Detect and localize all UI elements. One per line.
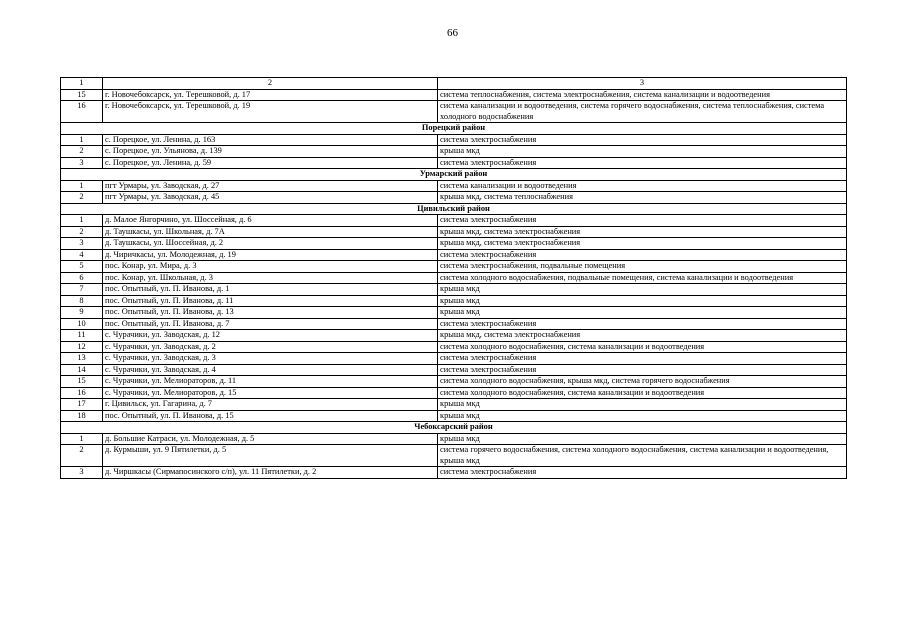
address-cell: г. Новочебоксарск, ул. Терешковой, д. 19 — [103, 101, 438, 123]
header-col-3: 3 — [438, 78, 847, 90]
systems-cell: система электроснабжения — [438, 364, 847, 376]
systems-cell: система холодного водоснабжения, система канализации и водоотведения — [438, 341, 847, 353]
table-row — [61, 307, 847, 319]
row-number: 1 — [61, 215, 103, 227]
row-number: 7 — [61, 284, 103, 296]
systems-cell: крыша мкд — [438, 146, 847, 158]
address-cell: с. Чурачики, ул. Заводская, д. 4 — [103, 364, 438, 376]
systems-cell: система холодного водоснабжения, крыша мкд, система горячего водоснабжения — [438, 376, 847, 388]
row-number: 2 — [61, 146, 103, 158]
table-row — [61, 330, 847, 342]
table-row — [61, 226, 847, 238]
table-row — [61, 192, 847, 204]
table-row — [61, 318, 847, 330]
table-row — [61, 89, 847, 101]
table-row — [61, 261, 847, 273]
table-row — [61, 410, 847, 422]
row-number: 3 — [61, 238, 103, 250]
table-row — [61, 134, 847, 146]
address-cell: д. Курмыши, ул. 9 Пятилетки, д. 5 — [103, 445, 438, 467]
systems-cell: крыша мкд — [438, 399, 847, 411]
table-row — [61, 180, 847, 192]
row-number: 2 — [61, 192, 103, 204]
address-cell: пгт Урмары, ул. Заводская, д. 45 — [103, 192, 438, 204]
address-cell: пгт Урмары, ул. Заводская, д. 27 — [103, 180, 438, 192]
systems-cell: крыша мкд, система электроснабжения — [438, 330, 847, 342]
row-number: 12 — [61, 341, 103, 353]
district-title: Цивильский район — [61, 203, 847, 215]
systems-cell: система холодного водоснабжения, подвальные помещения, система канализации и водоотведения — [438, 272, 847, 284]
address-cell: г. Новочебоксарск, ул. Терешковой, д. 17 — [103, 89, 438, 101]
systems-cell: система электроснабжения — [438, 318, 847, 330]
address-cell: с. Чурачики, ул. Мелиораторов, д. 11 — [103, 376, 438, 388]
systems-cell: система электроснабжения — [438, 215, 847, 227]
table-row — [61, 272, 847, 284]
address-cell: с. Порецкое, ул. Ленина, д. 59 — [103, 157, 438, 169]
systems-cell: система электроснабжения — [438, 249, 847, 261]
page-number: 66 — [447, 27, 458, 39]
address-cell: пос. Опытный, ул. П. Иванова, д. 15 — [103, 410, 438, 422]
row-number: 17 — [61, 399, 103, 411]
address-cell: с. Чурачики, ул. Заводская, д. 2 — [103, 341, 438, 353]
address-cell: пос. Опытный, ул. П. Иванова, д. 13 — [103, 307, 438, 319]
table-header-row — [61, 78, 847, 90]
row-number: 1 — [61, 433, 103, 445]
systems-cell: система электроснабжения, подвальные помещения — [438, 261, 847, 273]
address-cell: д. Большие Катраси, ул. Молодежная, д. 5 — [103, 433, 438, 445]
systems-cell: крыша мкд — [438, 284, 847, 296]
systems-cell: крыша мкд — [438, 433, 847, 445]
systems-cell: система электроснабжения — [438, 353, 847, 365]
row-number: 11 — [61, 330, 103, 342]
systems-cell: система электроснабжения — [438, 157, 847, 169]
table-row — [61, 238, 847, 250]
table-row — [61, 249, 847, 261]
address-cell: пос. Конар, ул. Школьная, д. 3 — [103, 272, 438, 284]
district-header-row — [61, 123, 847, 135]
address-cell: с. Чурачики, ул. Заводская, д. 3 — [103, 353, 438, 365]
district-header-row — [61, 169, 847, 181]
systems-cell: система теплоснабжения, система электроснабжения, система канализации и водоотведения — [438, 89, 847, 101]
row-number: 2 — [61, 445, 103, 467]
row-number: 18 — [61, 410, 103, 422]
row-number: 3 — [61, 157, 103, 169]
address-cell: пос. Опытный, ул. П. Иванова, д. 7 — [103, 318, 438, 330]
address-cell: с. Порецкое, ул. Ульянова, д. 139 — [103, 146, 438, 158]
systems-cell: крыша мкд — [438, 295, 847, 307]
row-number: 6 — [61, 272, 103, 284]
table-row — [61, 376, 847, 388]
systems-cell: система горячего водоснабжения, система холодного водоснабжения, система канализации и водоотведения, крыша мкд — [438, 445, 847, 467]
table-row — [61, 364, 847, 376]
systems-cell: система канализации и водоотведения, система горячего водоснабжения, система теплоснабжения, система холодного водоснабжения — [438, 101, 847, 123]
row-number: 5 — [61, 261, 103, 273]
address-cell: д. Таушкасы, ул. Школьная, д. 7А — [103, 226, 438, 238]
systems-cell: крыша мкд — [438, 307, 847, 319]
row-number: 10 — [61, 318, 103, 330]
systems-cell: система холодного водоснабжения, система канализации и водоотведения — [438, 387, 847, 399]
table-row — [61, 353, 847, 365]
table-row — [61, 387, 847, 399]
address-cell: г. Цивильск, ул. Гагарина, д. 7 — [103, 399, 438, 411]
address-cell: с. Чурачики, ул. Мелиораторов, д. 15 — [103, 387, 438, 399]
row-number: 13 — [61, 353, 103, 365]
row-number: 14 — [61, 364, 103, 376]
row-number: 1 — [61, 134, 103, 146]
address-cell: д. Чиршкасы (Сирмапосинского с/п), ул. 11 Пятилетки, д. 2 — [103, 467, 438, 479]
address-cell: пос. Опытный, ул. П. Иванова, д. 11 — [103, 295, 438, 307]
address-cell: д. Малое Янгорчино, ул. Шоссейная, д. 6 — [103, 215, 438, 227]
systems-cell: система канализации и водоотведения — [438, 180, 847, 192]
systems-cell: крыша мкд, система теплоснабжения — [438, 192, 847, 204]
table-row — [61, 146, 847, 158]
table-row — [61, 101, 847, 123]
header-col-1: 1 — [61, 78, 103, 90]
row-number: 16 — [61, 387, 103, 399]
table-row — [61, 295, 847, 307]
table-row — [61, 215, 847, 227]
district-title: Порецкий район — [61, 123, 847, 135]
row-number: 15 — [61, 89, 103, 101]
district-title: Чебоксарский район — [61, 422, 847, 434]
row-number: 4 — [61, 249, 103, 261]
row-number: 16 — [61, 101, 103, 123]
address-cell: с. Порецкое, ул. Ленина, д. 163 — [103, 134, 438, 146]
header-col-2: 2 — [103, 78, 438, 90]
table-row — [61, 284, 847, 296]
systems-cell: система электроснабжения — [438, 467, 847, 479]
table-row — [61, 399, 847, 411]
row-number: 1 — [61, 180, 103, 192]
district-header-row — [61, 422, 847, 434]
row-number: 2 — [61, 226, 103, 238]
address-cell: пос. Конар, ул. Мира, д. 3 — [103, 261, 438, 273]
table-row — [61, 445, 847, 467]
address-cell: д. Чиричкасы, ул. Молодежная, д. 19 — [103, 249, 438, 261]
district-header-row — [61, 203, 847, 215]
row-number: 9 — [61, 307, 103, 319]
systems-cell: крыша мкд, система электроснабжения — [438, 226, 847, 238]
systems-cell: крыша мкд, система электроснабжения — [438, 238, 847, 250]
row-number: 8 — [61, 295, 103, 307]
systems-cell: система электроснабжения — [438, 134, 847, 146]
address-cell: пос. Опытный, ул. П. Иванова, д. 1 — [103, 284, 438, 296]
repair-objects-table — [60, 77, 847, 479]
address-cell: с. Чурачики, ул. Заводская, д. 12 — [103, 330, 438, 342]
table-row — [61, 341, 847, 353]
row-number: 3 — [61, 467, 103, 479]
table-row — [61, 467, 847, 479]
row-number: 15 — [61, 376, 103, 388]
table-row — [61, 433, 847, 445]
systems-cell: крыша мкд — [438, 410, 847, 422]
address-cell: д. Таушкасы, ул. Шоссейная, д. 2 — [103, 238, 438, 250]
table-row — [61, 157, 847, 169]
district-title: Урмарский район — [61, 169, 847, 181]
